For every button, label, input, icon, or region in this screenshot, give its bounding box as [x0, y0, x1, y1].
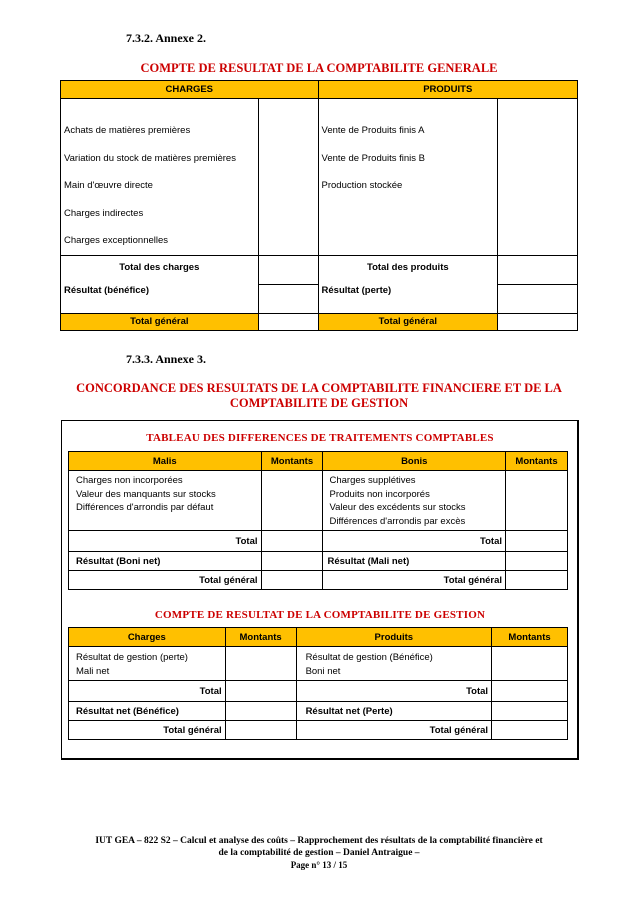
total-general-label: Total général: [323, 571, 506, 590]
montants-header: Montants: [506, 452, 568, 471]
total-general-charges: Total général: [61, 313, 259, 330]
mali-item: Valeur des manquants sur stocks: [76, 488, 216, 500]
footer-line2: de la comptabilité de gestion – Daniel Antraigue –: [218, 848, 420, 858]
mali-item: Différences d'arrondis par défaut: [76, 502, 214, 513]
resultat-perte-label: Résultat net (Perte): [296, 702, 492, 721]
boni-item: Valeur des excédents sur stocks: [329, 502, 466, 513]
page-footer: [40, 835, 598, 871]
produit-item: Résultat de gestion (Bénéfice): [305, 652, 433, 663]
boni-item: Différences d'arrondis par excès: [329, 515, 466, 527]
annexe2-title: COMPTE DE RESULTAT DE LA COMPTABILITE GENERALE: [140, 61, 498, 75]
differences-table: [68, 451, 568, 590]
annexe2-heading: 7.3.2. Annexe 2.: [126, 31, 207, 45]
differences-table-title: TABLEAU DES DIFFERENCES DE TRAITEMENTS COMPTABLES: [146, 432, 494, 444]
resultat-benefice-label: Résultat (bénéfice): [64, 284, 149, 296]
produit-item: Vente de Produits finis B: [321, 152, 426, 164]
charges-header: Charges: [69, 628, 226, 647]
total-label: Total: [69, 681, 226, 702]
produits-header: Produits: [296, 628, 492, 647]
gestion-income-statement-table: [68, 627, 568, 740]
annexe3-heading: 7.3.3. Annexe 3.: [126, 352, 207, 366]
total-label: Total: [296, 681, 492, 702]
resultat-mali-label: Résultat (Mali net): [323, 552, 506, 571]
charge-item: Charges exceptionnelles: [64, 235, 169, 246]
malis-header: Malis: [69, 452, 262, 471]
total-label: Total: [323, 531, 506, 552]
resultat-boni-label: Résultat (Boni net): [69, 552, 262, 571]
bonis-header: Bonis: [323, 452, 506, 471]
boni-item: Produits non incorporés: [329, 488, 430, 500]
charges-amount-cell: [258, 99, 318, 256]
annexe3-title-line2: COMPTABILITE DE GESTION: [229, 396, 409, 410]
charge-item: Achats de matières premières: [64, 125, 191, 136]
total-label: Total: [69, 531, 262, 552]
total-charges-label: Total des charges: [119, 261, 200, 273]
produit-item: Production stockée: [321, 180, 403, 191]
montants-header: Montants: [261, 452, 323, 471]
charge-item: Charges indirectes: [64, 207, 144, 219]
page-number: Page n° 13 / 15: [290, 860, 348, 870]
total-produits-label: Total des produits: [367, 261, 449, 273]
charge-item: Mali net: [76, 665, 110, 677]
gestion-table-title: COMPTE DE RESULTAT DE LA COMPTABILITE DE GESTION: [154, 609, 486, 621]
mali-item: Charges non incorporées: [76, 475, 183, 486]
footer-line1: IUT GEA – 822 S2 – Calcul et analyse des coûts – Rapprochement des résultats de la comptabilité financière et: [95, 836, 543, 846]
produit-item: Boni net: [305, 665, 341, 677]
total-general-label: Total général: [69, 721, 226, 740]
general-income-statement-table: [60, 80, 578, 331]
produits-amount-cell: [498, 99, 578, 256]
resultat-perte-label: Résultat (perte): [321, 284, 392, 296]
annexe3-title-line1: CONCORDANCE DES RESULTATS DE LA COMPTABILITE FINANCIERE ET DE LA: [76, 381, 562, 395]
charges-header: CHARGES: [61, 81, 319, 99]
total-general-label: Total général: [296, 721, 492, 740]
charge-item: Main d'œuvre directe: [64, 180, 153, 191]
total-general-label: Total général: [69, 571, 262, 590]
montants-header: Montants: [492, 628, 568, 647]
resultat-benefice-label: Résultat net (Bénéfice): [69, 702, 226, 721]
montants-header: Montants: [225, 628, 296, 647]
boni-item: Charges supplétives: [329, 475, 416, 486]
charge-item: Résultat de gestion (perte): [76, 652, 188, 663]
produit-item: Vente de Produits finis A: [321, 125, 425, 136]
total-general-produits: Total général: [318, 313, 498, 330]
produits-header: PRODUITS: [318, 81, 577, 99]
charge-item: Variation du stock de matières premières: [64, 152, 236, 164]
